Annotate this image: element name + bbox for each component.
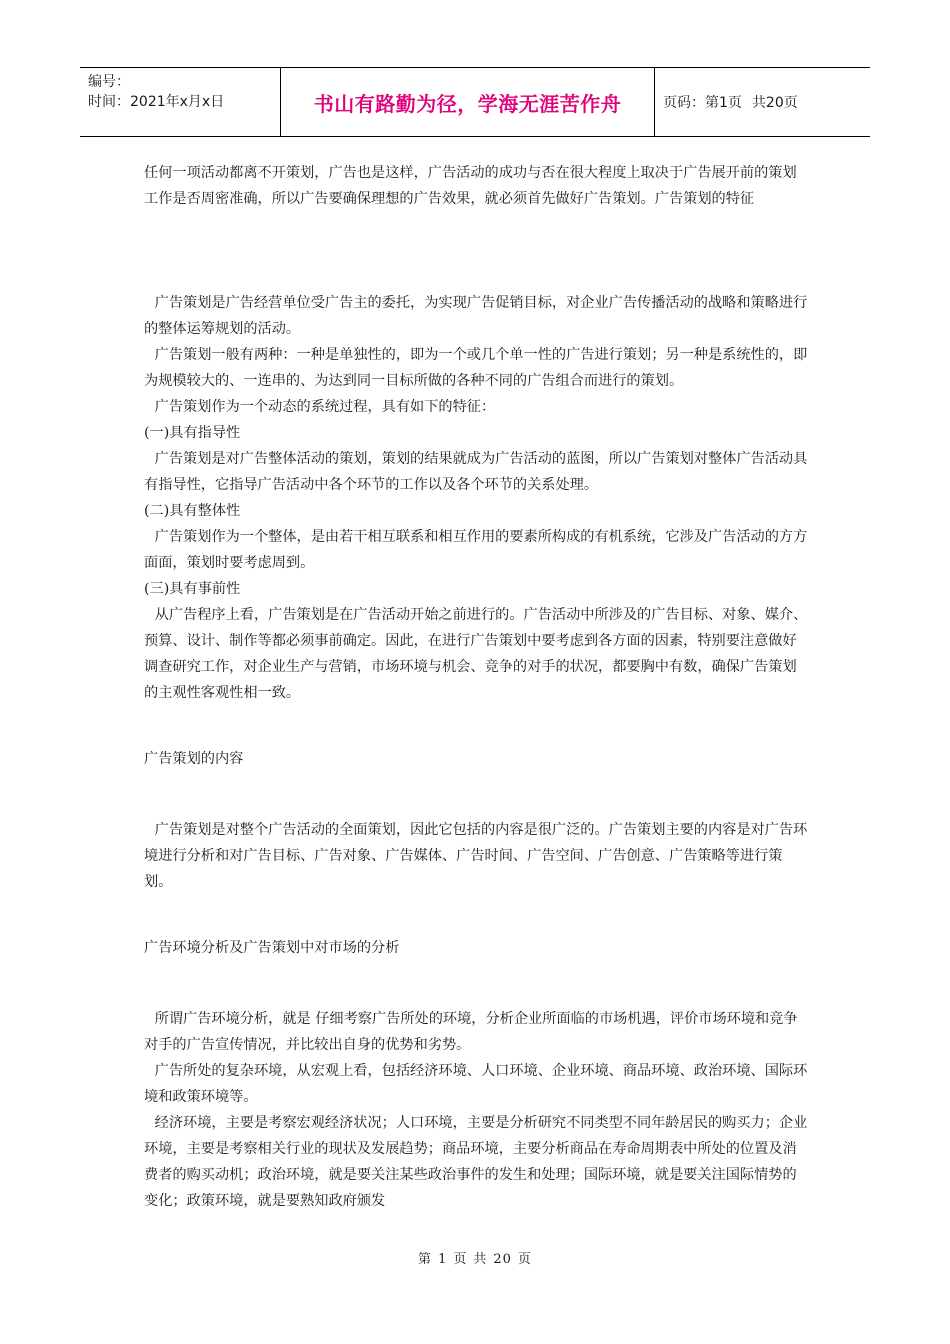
header-meta-cell xyxy=(80,68,281,136)
document-body xyxy=(144,160,810,1214)
page-footer xyxy=(0,1248,950,1267)
paragraph-environment-definition: 所谓广告环境分析，就是 仔细考察广告所处的环境，分析企业所面临的市场机遇，评价市场环境和竞争对手的广告宣传情况，并比较出自身的优势和劣势。 xyxy=(144,1011,798,1053)
paragraph-environment-details: 经济环境，主要是考察宏观经济状况；人口环境，主要是分析研究不同类型不同年龄居民的购买力；企业环境，主要是考察相关行业的现状及发展趋势；商品环境，主要分析商品在寿命周期表中所处的位置及消费者的购买动机；政治环境，就是要关注某些政治事件的发生和处理；国际环境，就是要关注国际情势的变化；政策环境，就是要熟知政府颁发 xyxy=(144,1115,808,1209)
paragraph-advance: 从广告程序上看，广告策划是在广告活动开始之前进行的。广告活动中所涉及的广告目标、对象、媒介、预算、设计、制作等都必须事前确定。因此，在进行广告策划中要考虑到各方面的因素，特别要注意做好调查研究工作，对企业生产与营销，市场环境与机会、竞争的对手的状况，都要胸中有数，确保广告策划的主观性客观性相一致。 xyxy=(144,607,808,701)
paragraph-two-types: 广告策划一般有两种：一种是单独性的，即为一个或几个单一性的广告进行策划；另一种是系统性的，即为规模较大的、一连串的、为达到同一目标所做的各种不同的广告组合而进行的策划。 xyxy=(144,347,808,389)
paragraph-content: 广告策划是对整个广告活动的全面策划，因此它包括的内容是很广泛的。广告策划主要的内容是对广告环境进行分析和对广告目标、广告对象、广告媒体、广告时间、广告空间、广告创意、广告策略等进行策划。 xyxy=(144,822,808,890)
footer-suffix: 页 xyxy=(517,1252,532,1267)
header-motto-cell xyxy=(281,68,655,136)
section-title-environment: 广告环境分析及广告策划中对市场的分析 xyxy=(144,940,400,956)
footer-mid: 页 xyxy=(453,1252,468,1267)
page-header xyxy=(80,67,870,137)
paragraph-features-intro: 广告策划作为一个动态的系统过程，具有如下的特征： xyxy=(154,399,496,415)
footer-prefix: 第 xyxy=(418,1252,433,1267)
footer-total-prefix: 共 xyxy=(473,1252,488,1267)
header-page-number: 页码：第1页 xyxy=(663,95,742,111)
heading-advance: (三)具有事前性 xyxy=(144,581,241,597)
paragraph-integrity: 广告策划作为一个整体，是由若干相互联系和相互作用的要素所构成的有机系统，它涉及广告活动的方方面面，策划时要考虑周到。 xyxy=(144,529,808,571)
heading-integrity: (二)具有整体性 xyxy=(144,503,241,519)
paragraph-intro: 任何一项活动都离不开策划，广告也是这样，广告活动的成功与否在很大程度上取决于广告展开前的策划工作是否周密准确，所以广告要确保理想的广告效果，就必须首先做好广告策划。广告策划的特征 xyxy=(144,165,797,207)
paragraph-environment-types: 广告所处的复杂环境，从宏观上看，包括经济环境、人口环境、企业环境、商品环境、政治环境、国际环境和政策环境等。 xyxy=(144,1063,808,1105)
paragraph-definition: 广告策划是广告经营单位受广告主的委托，为实现广告促销目标，对企业广告传播活动的战略和策略进行的整体运筹规划的活动。 xyxy=(144,295,808,337)
header-motto: 书山有路勤为径，学海无涯苦作舟 xyxy=(313,91,622,116)
footer-total-pages: 20 xyxy=(493,1252,512,1267)
section-title-content: 广告策划的内容 xyxy=(144,751,244,767)
header-page-cell xyxy=(655,68,870,136)
heading-guidance: (一)具有指导性 xyxy=(144,425,241,441)
header-page-total: 共20页 xyxy=(751,95,798,111)
footer-page-number: 1 xyxy=(438,1252,448,1267)
paragraph-guidance: 广告策划是对广告整体活动的策划，策划的结果就成为广告活动的蓝图，所以广告策划对整体广告活动具有指导性，它指导广告活动中各个环节的工作以及各个环节的关系处理。 xyxy=(144,451,808,493)
document-date-label: 时间：2021年x月x日 xyxy=(88,94,225,110)
document-number-label: 编号： xyxy=(88,74,130,90)
